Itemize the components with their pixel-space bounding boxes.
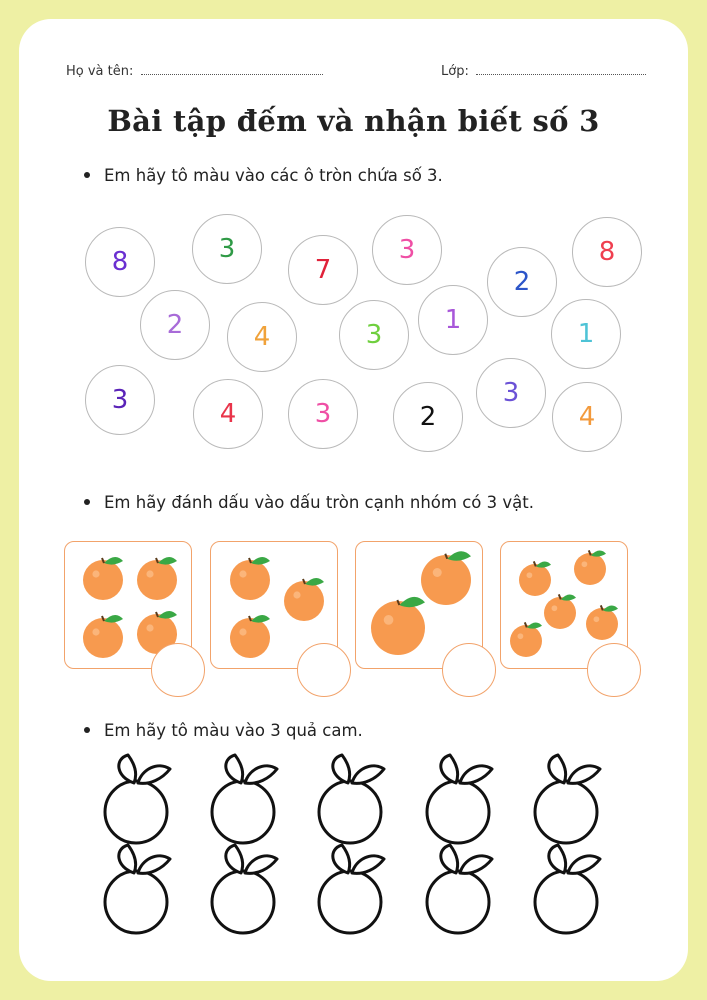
- circle-digit: 4: [219, 399, 237, 429]
- outline-orange-icon[interactable]: [319, 755, 384, 843]
- circle-digit: 1: [577, 319, 595, 349]
- page-title: Bài tập đếm và nhận biết số 3: [107, 104, 600, 138]
- outline-orange-icon[interactable]: [535, 755, 600, 843]
- outline-orange-icon[interactable]: [427, 845, 492, 933]
- outline-orange-icon[interactable]: [319, 845, 384, 933]
- circle-digit: 3: [111, 385, 129, 415]
- circle-digit: 8: [598, 237, 616, 267]
- circle-digit: 3: [502, 378, 520, 408]
- outline-orange-icon[interactable]: [212, 755, 277, 843]
- circle-digit: 3: [218, 234, 236, 264]
- circle-digit: 2: [513, 267, 531, 297]
- task2-instruction-text: Em hãy đánh dấu vào dấu tròn cạnh nhóm có 3 vật.: [104, 493, 534, 512]
- circle-digit: 1: [444, 305, 462, 335]
- circle-digit: 3: [365, 320, 383, 350]
- outline-orange-icon[interactable]: [427, 755, 492, 843]
- outline-orange-icon[interactable]: [212, 845, 277, 933]
- class-label: Lớp:: [441, 64, 469, 79]
- outline-orange-icon[interactable]: [535, 845, 600, 933]
- circle-digit: 2: [166, 310, 184, 340]
- circle-digit: 3: [314, 399, 332, 429]
- task3-instruction-text: Em hãy tô màu vào 3 quả cam.: [104, 721, 363, 740]
- circle-digit: 4: [578, 402, 596, 432]
- circle-digit: 4: [253, 322, 271, 352]
- task1-instruction-text: Em hãy tô màu vào các ô tròn chứa số 3.: [104, 166, 443, 185]
- outline-orange-icon[interactable]: [105, 755, 170, 843]
- circle-digit: 3: [398, 235, 416, 265]
- circle-digit: 8: [111, 247, 129, 277]
- circle-digit: 2: [419, 402, 437, 432]
- outline-orange-icon[interactable]: [105, 845, 170, 933]
- circle-digit: 7: [314, 255, 332, 285]
- name-label: Họ và tên:: [66, 64, 134, 79]
